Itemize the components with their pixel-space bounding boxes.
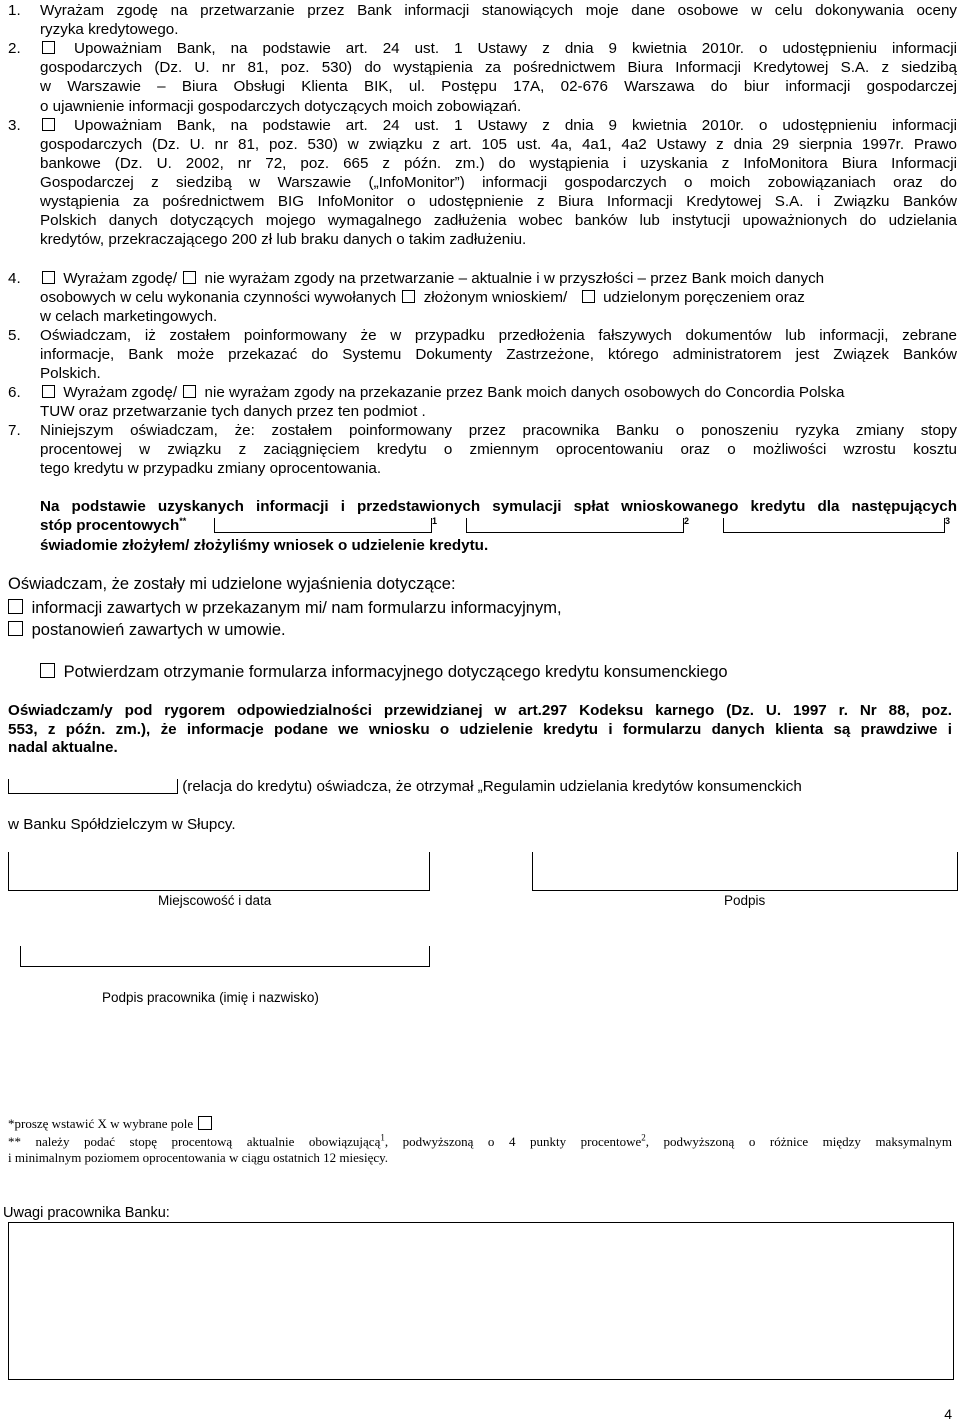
rate-field-1[interactable]: 1 bbox=[214, 517, 437, 536]
clause-2-line-2: gospodarczych (Dz. U. nr 81, poz. 530) do wystąpienia za pośrednictwem Biura Informacji Kredytowej S.A. z siedzibą bbox=[40, 59, 957, 76]
clause-3-line-7: kredytów, przekraczającego 200 zł lub braku danych o takim zadłużeniu. bbox=[40, 231, 527, 248]
relation-line bbox=[8, 778, 802, 797]
clause-5-line-1: Oświadczam, iż zostałem poinformowany że w przypadku przedłożenia fałszywych dokumentów lub informacji, zebrane bbox=[40, 327, 957, 344]
transfer-yes-checkbox[interactable] bbox=[42, 385, 55, 398]
clause-7-line-3: tego kredytu w przypadku zmiany oprocentowania. bbox=[40, 460, 382, 477]
clause-2-line-3: w Warszawie – Biura Obsługi Klienta BIK, ul. Postępu 17A, 02-676 Warszawa do biur informacji gospodarczej bbox=[40, 78, 957, 95]
declaration-line-3: nadal aktualne. bbox=[8, 739, 118, 757]
clause-3-line-1: Upoważniam Bank, na podstawie art. 24 ust. 1 Ustawy z dnia 9 kwietnia 2010r. o udostępnieniu informacji bbox=[40, 117, 957, 136]
page-number: 4 bbox=[944, 1406, 952, 1422]
explanations-heading: Oświadczam, że zostały mi udzielone wyjaśnienia dotyczące: bbox=[8, 575, 456, 593]
clause-6-line-2: TUW oraz przetwarzanie tych danych przez ten podmiot . bbox=[40, 403, 426, 420]
clause-number: 5. bbox=[8, 327, 21, 344]
clause-5-line-2: informacje, Bank może przekazać do Systemu Dokumenty Zastrzeżone, którego administratorem jest Związek Banków bbox=[40, 346, 957, 363]
clause-number: 3. bbox=[8, 117, 21, 134]
clause-5-line-3: Polskich. bbox=[40, 365, 101, 382]
clause-2-line-1: Upoważniam Bank, na podstawie art. 24 ust. 1 Ustawy z dnia 9 kwietnia 2010r. o udostępnieniu informacji bbox=[40, 40, 957, 59]
place-date-field[interactable] bbox=[8, 852, 430, 891]
transfer-no-checkbox[interactable] bbox=[183, 385, 196, 398]
simulation-line-1: Na podstawie uzyskanych informacji i przedstawionych symulacji spłat wnioskowanego kredytu dla następujących bbox=[40, 498, 957, 515]
clause-4-line-1: Wyrażam zgodę/ nie wyrażam zgody na przetwarzanie – aktualnie i w przyszłości – przez Bank moich danych bbox=[40, 270, 957, 289]
relation-field[interactable] bbox=[8, 779, 178, 794]
simulation-statement bbox=[40, 498, 957, 555]
clause-2-checkbox[interactable] bbox=[42, 41, 55, 54]
employee-signature-label: Podpis pracownika (imię i nazwisko) bbox=[102, 990, 319, 1005]
simulation-rates-label: stóp procentowych bbox=[40, 516, 180, 534]
clause-number: 1. bbox=[8, 2, 21, 19]
bank-name: w Banku Spółdzielczym w Słupcy. bbox=[8, 816, 236, 833]
notes-box[interactable] bbox=[8, 1222, 954, 1380]
clause-4-line-2: osobowych w celu wykonania czynności wywołanych złożonym wnioskiem/ udzielonym poręczeniem oraz bbox=[40, 289, 805, 306]
footnote-double-star-line-2: i minimalnym poziomem oprocentowania w ciągu ostatnich 12 miesięcy. bbox=[8, 1150, 389, 1165]
consent-yes-checkbox[interactable] bbox=[42, 271, 55, 284]
employee-signature-field[interactable] bbox=[20, 946, 430, 967]
place-date-label: Miejscowość i data bbox=[158, 893, 272, 908]
clause-7-line-1: Niniejszym oświadczam, że: zostałem poinformowany przez pracownika Banku o ponoszeniu ryzyka zmiany stopy bbox=[40, 422, 957, 439]
clause-3-line-4: Gospodarczej z siedzibą w Warszawie („InfoMonitor”) informacji gospodarczych o moich zobowiązaniach oraz do bbox=[40, 174, 957, 191]
notes-label: Uwagi pracownika Banku: bbox=[3, 1205, 170, 1221]
clause-number: 6. bbox=[8, 384, 21, 401]
clause-3-line-3: bankowe (Dz. U. 2002, nr 72, poz. 665 z późn. zm.) do wystąpienia i uzyskania z InfoMonitora Biura Informacji bbox=[40, 155, 957, 172]
clause-3-line-6: Polskich danych dotyczących mojego wymagalnego zadłużenia wobec banków lub instytucji upoważnionych do udzielania bbox=[40, 212, 957, 229]
clause-3-line-5: wystąpienia za pośrednictwem BIG InfoMonitor o udostępnienie z Biura Informacji Kredytowej S.A. i Związku Banków bbox=[40, 193, 957, 210]
confirm-receipt: Potwierdzam otrzymanie formularza informacyjnego dotyczącego kredytu konsumenckiego bbox=[40, 662, 728, 682]
consent-no-checkbox[interactable] bbox=[183, 271, 196, 284]
rate-field-2[interactable]: 2 bbox=[466, 517, 689, 536]
confirm-receipt-checkbox[interactable] bbox=[40, 663, 55, 678]
clause-6-line-1: Wyrażam zgodę/ nie wyrażam zgody na przekazanie przez Bank moich danych osobowych do Concordia Polska bbox=[40, 384, 957, 403]
relation-text: (relacja do kredytu) oświadcza, że otrzymał „Regulamin udzielania kredytów konsumenckich bbox=[182, 778, 802, 795]
double-star-marker: ** bbox=[179, 515, 187, 526]
clause-3-line-2: gospodarczych (Dz. U. nr 81, poz. 530) w związku z art. 105 ust. 4a, 4a1, 4a2 Ustawy z dnia 29 sierpnia 1997r. Prawo bbox=[40, 136, 957, 153]
guarantee-checkbox[interactable] bbox=[582, 290, 595, 303]
explanation-option-contract: postanowień zawartych w umowie. bbox=[8, 620, 562, 640]
simulation-rates-line bbox=[40, 517, 957, 537]
simulation-line-3: świadomie złożyłem/ złożyliśmy wniosek o udzielenie kredytu. bbox=[40, 536, 489, 554]
footnote-star: *proszę wstawić X w wybrane pole bbox=[8, 1116, 216, 1132]
rate-field-3[interactable]: 3 bbox=[723, 517, 950, 536]
explanations-section bbox=[8, 574, 562, 640]
application-checkbox[interactable] bbox=[402, 290, 415, 303]
contract-terms-checkbox[interactable] bbox=[8, 621, 23, 636]
signature-label: Podpis bbox=[724, 893, 766, 908]
declaration-line-1: Oświadczam/y pod rygorem odpowiedzialności przewidzianej w art.297 Kodeksu karnego (Dz. U. 1997 r. Nr 88, poz. bbox=[8, 702, 952, 719]
clause-number: 7. bbox=[8, 422, 21, 439]
criminal-declaration bbox=[8, 702, 952, 758]
form-info-checkbox[interactable] bbox=[8, 599, 23, 614]
clause-3-checkbox[interactable] bbox=[42, 118, 55, 131]
signature-field[interactable] bbox=[532, 852, 958, 891]
clause-number: 4. bbox=[8, 270, 21, 287]
clause-1-line-1: Wyrażam zgodę na przetwarzanie przez Bank informacji stanowiących moje dane osobowe w celu dokonywania oceny bbox=[40, 2, 957, 19]
clause-7-line-2: procentowej w związku z zaciągnięciem kredytu o zmiennym oprocentowaniu oraz o możliwości wzrostu kosztu bbox=[40, 441, 957, 458]
example-checkbox-icon bbox=[198, 1116, 212, 1130]
explanation-option-form: informacji zawartych w przekazanym mi/ nam formularzu informacyjnym, bbox=[8, 598, 562, 618]
clause-2-line-4: o ujawnienie informacji gospodarczych dotyczących moich zobowiązań. bbox=[40, 98, 522, 115]
clause-1-line-2: ryzyka kredytowego. bbox=[40, 21, 179, 38]
declaration-line-2: 553, z późn. zm.), że informacje podane we wniosku o udzielenie kredytu i formularzu danych klienta są prawdziwe i bbox=[8, 720, 952, 738]
clause-number: 2. bbox=[8, 40, 21, 57]
footnote-double-star: ** należy podać stopę procentową aktualnie obowiązującą$^1$, podwyższoną o 4 punkty procentowe$^2$, podwyższoną o różnice między maksymalnym i minimalnym poziomem oprocentowania w ciągu ostatnich 12 miesięcy. bbox=[8, 1132, 952, 1165]
clause-4-line-3: w celach marketingowych. bbox=[40, 308, 218, 325]
